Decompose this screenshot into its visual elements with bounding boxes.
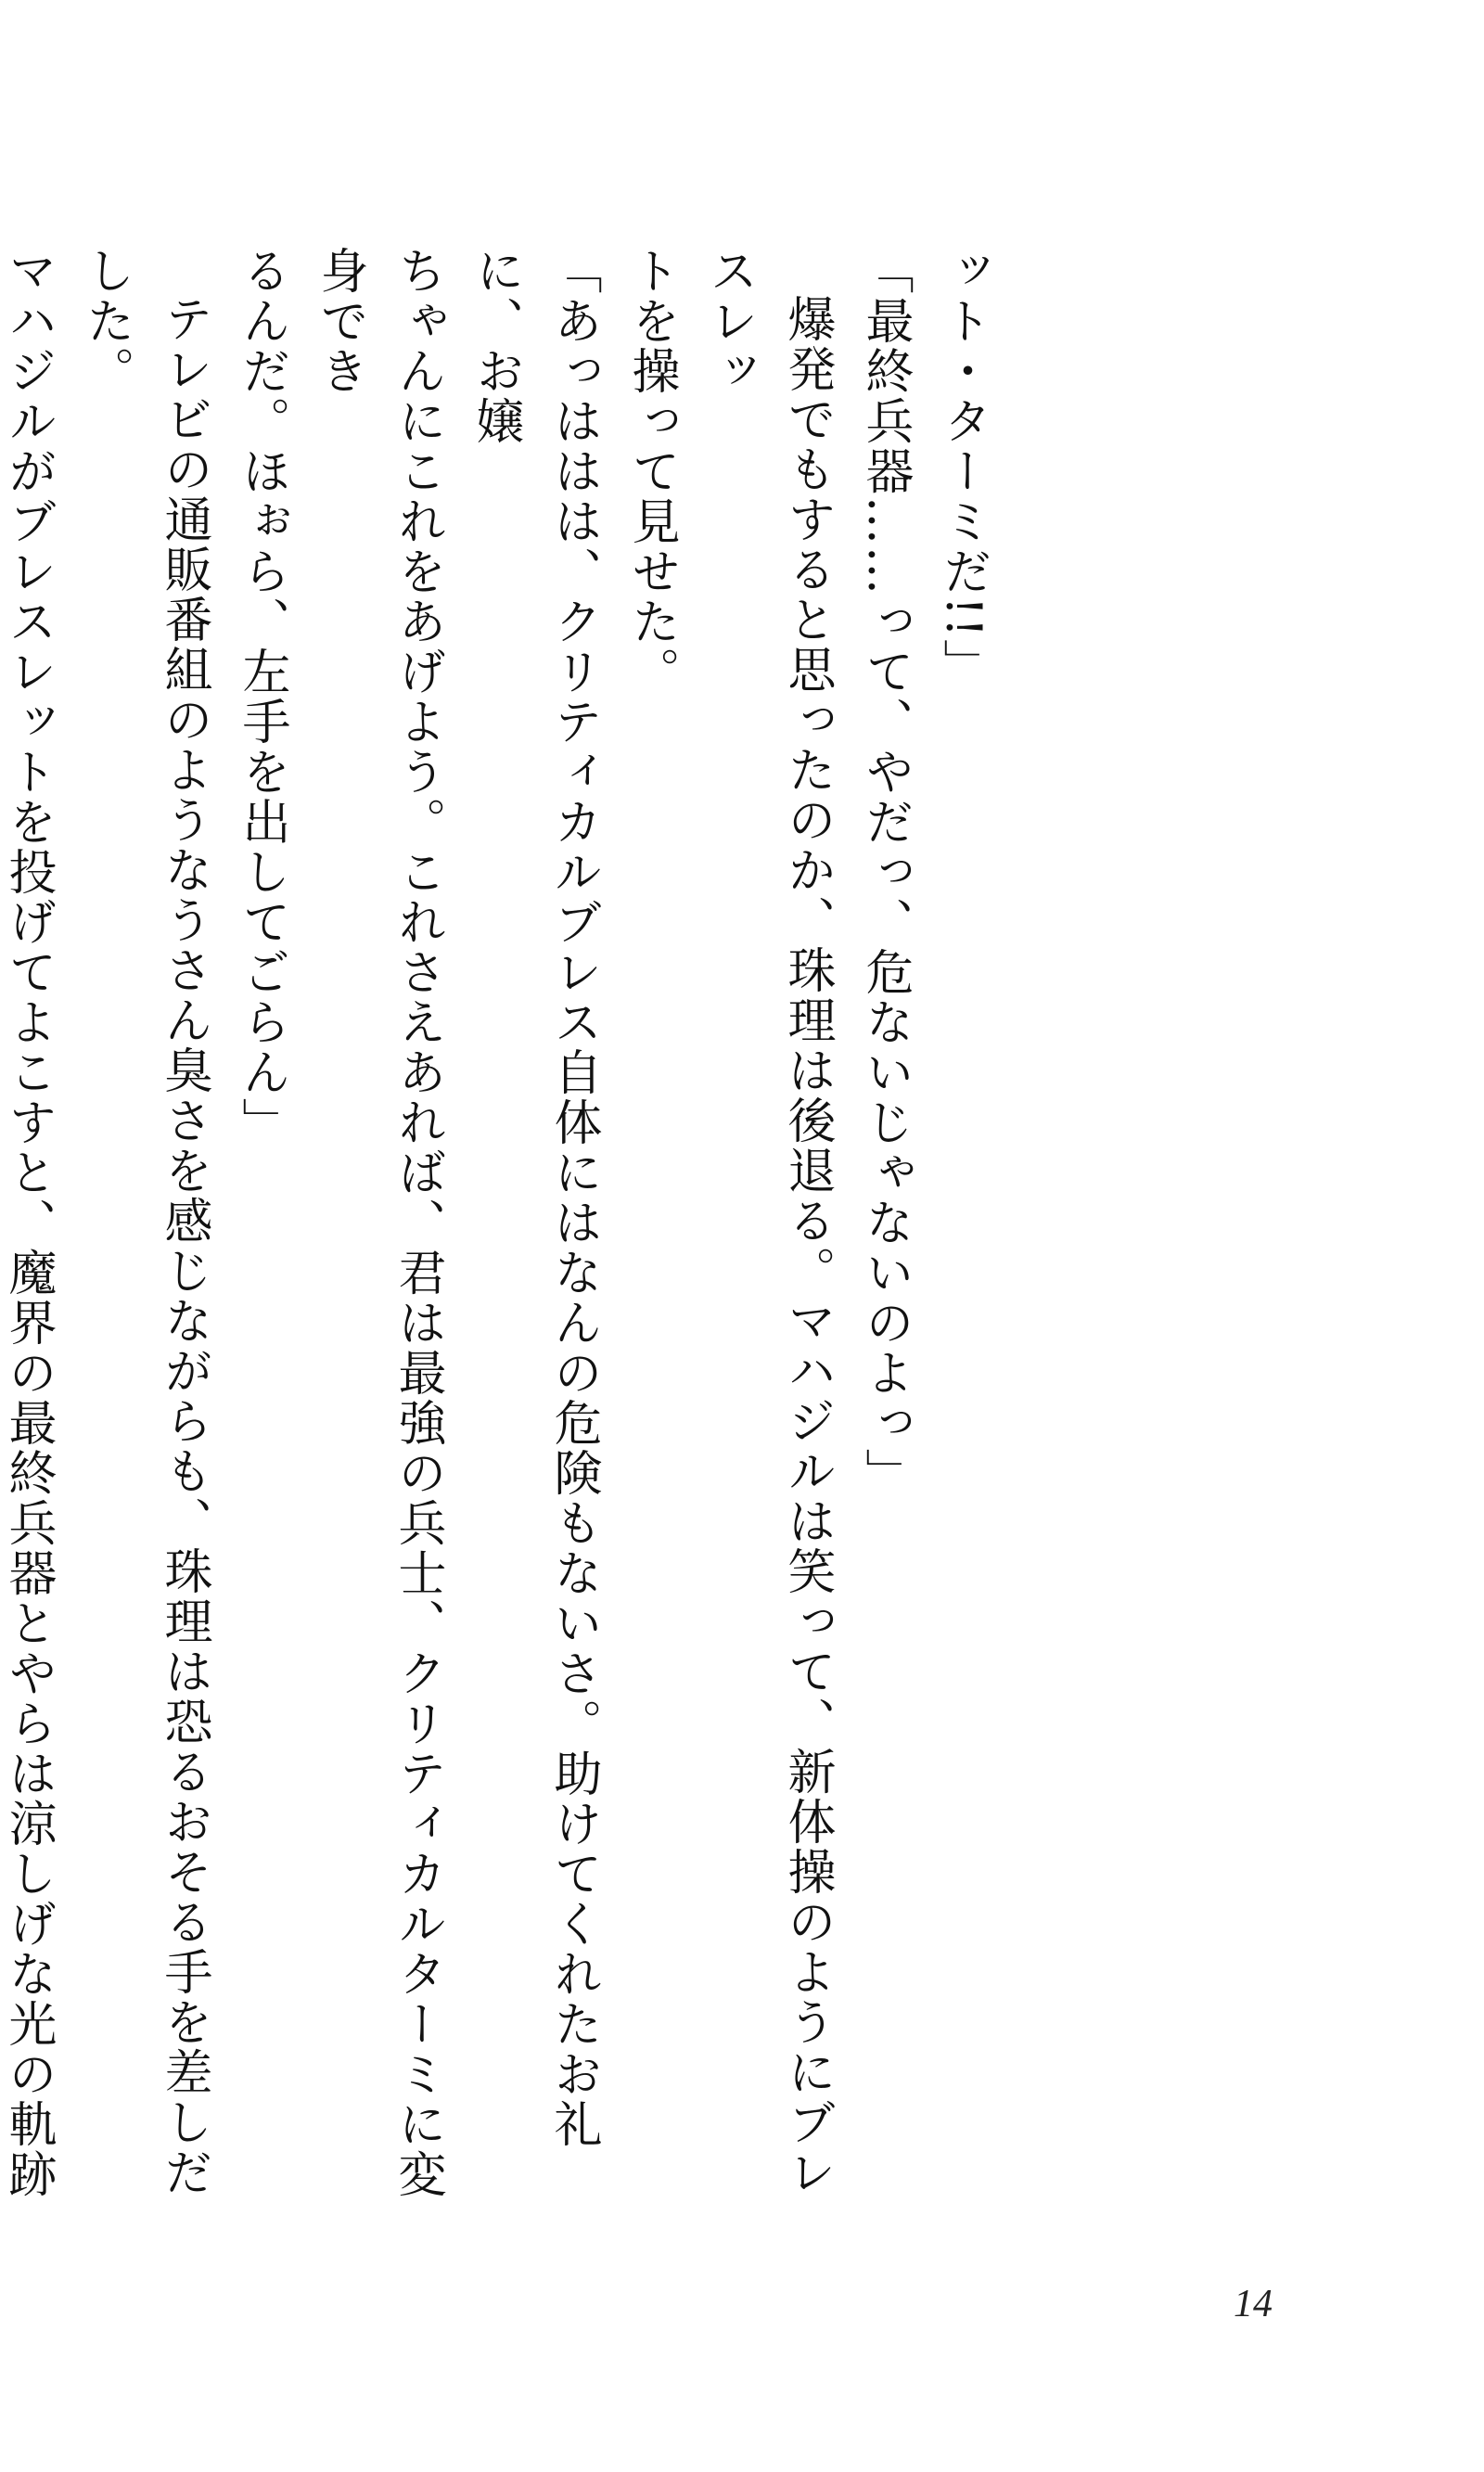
page-number: 14 — [1234, 2283, 1273, 2325]
text-line-3: 爆発でもすると思ったのか、珠理は後退る。マハジルは笑って、新体操のようにブレスレッ — [701, 246, 835, 2197]
text-line-5: 「あっははは、クリティカルブレス自体にはなんの危険もないさ。助けてくれたお礼に、お嬢 — [467, 246, 601, 2149]
text-line-8: テレビの通販番組のようなうさん臭さを感じながらも、珠理は恐るおそる手を差しだした。 — [78, 246, 211, 2197]
text-line-1: ット・ターミだ!!」 — [935, 246, 991, 689]
text-line-6: ちゃんにこれをあげよう。これさえあれば、君は最強の兵士、クリティカルターミに変身でき — [312, 246, 445, 2199]
vertical-text-block — [0, 246, 1002, 2240]
text-line-2: 「最終兵器……って、やだっ、危ないじゃないのよっ」 — [857, 246, 913, 1498]
text-line-7: るんだ。ほぉら、左手を出してごらん」 — [234, 246, 289, 1147]
text-line-4: トを操って見せた。 — [623, 246, 679, 697]
text-line-9: マハジルがブレスレットを投げてよこすと、魔界の最終兵器とやらは涼しげな光の軌跡 — [0, 246, 56, 2199]
